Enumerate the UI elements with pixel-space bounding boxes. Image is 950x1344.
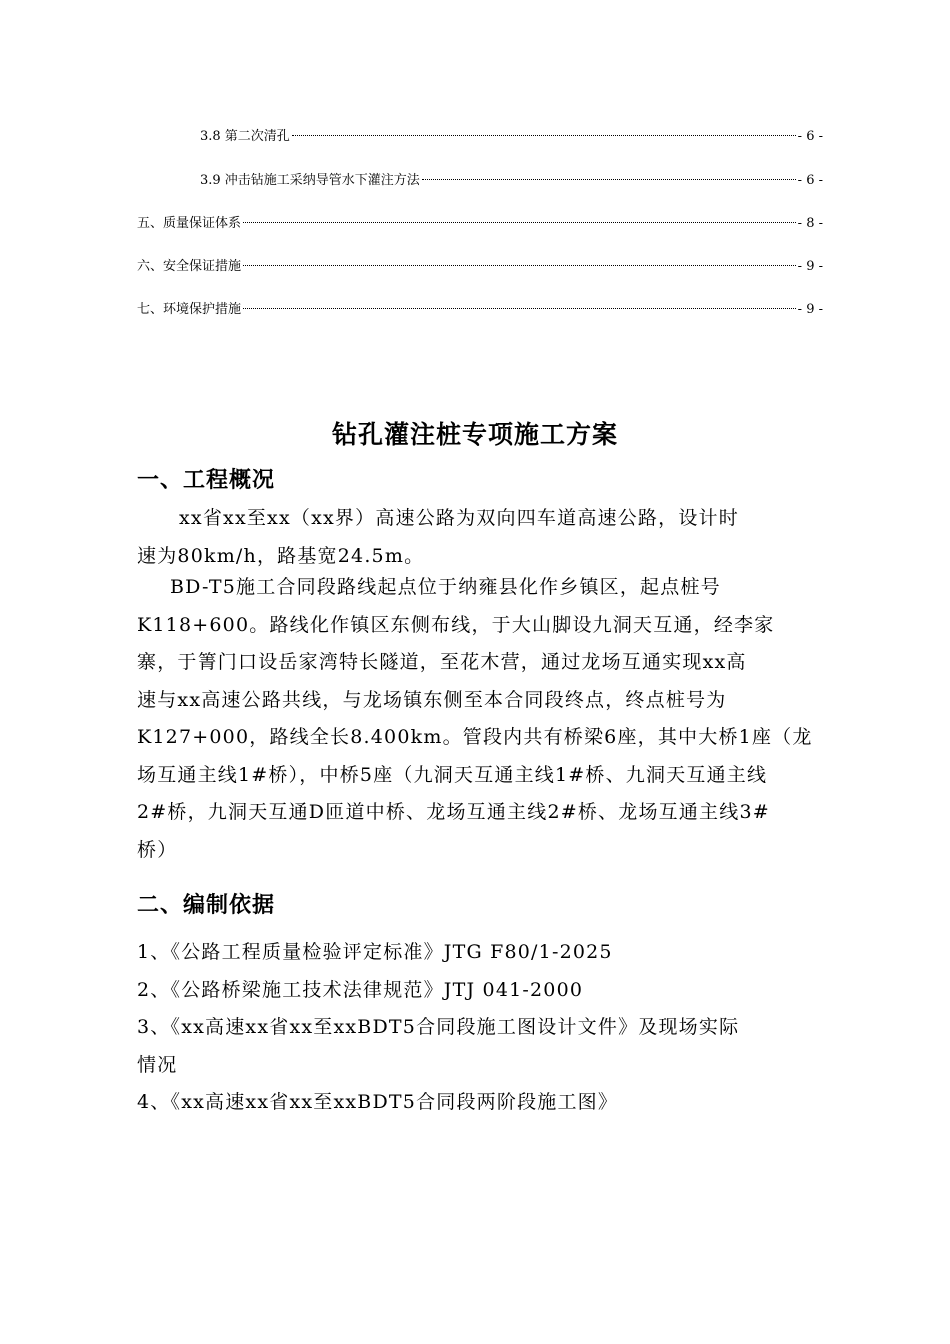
toc-leader-dots xyxy=(243,265,796,266)
paragraph-line: K127+000，路线全长8.400km。管段内共有桥梁6座，其中大桥1座（龙 xyxy=(137,726,813,748)
toc-leader-dots xyxy=(243,308,796,309)
toc-entry-label: 七、环境保护措施 xyxy=(137,302,242,317)
toc-entry-page: - 9 - xyxy=(797,302,823,317)
paragraph-line: 寨，于箐门口设岳家湾特长隧道，至花木营，通过龙场互通实现xx高 xyxy=(137,651,747,673)
toc-leader-dots xyxy=(243,222,796,223)
paragraph-line: 2#桥，九洞天互通D匝道中桥、龙场互通主线2#桥、龙场互通主线3# xyxy=(137,801,770,823)
overview-paragraph-2 xyxy=(137,569,822,869)
toc-entry-3-9[interactable] xyxy=(200,171,823,191)
paragraph-line: 速与xx高速公路共线，与龙场镇东侧至本合同段终点，终点桩号为 xyxy=(137,688,727,711)
toc-entry-label: 3.9 冲击钻施工采纳导管水下灌注方法 xyxy=(200,173,420,188)
toc-entry-page: - 6 - xyxy=(797,173,823,188)
paragraph-line: 桥） xyxy=(137,838,178,861)
reference-item-1: 1、《公路工程质量检验评定标准》JTG F80/1-2025 xyxy=(137,941,613,963)
toc-entry-7[interactable] xyxy=(137,300,823,320)
paragraph-line: K118+600。路线化作镇区东侧布线，于大山脚设九洞天互通，经李家 xyxy=(137,613,775,636)
toc-entry-6[interactable] xyxy=(137,257,823,277)
document-title: 钻孔灌注桩专项施工方案 xyxy=(331,420,618,449)
paragraph-line: BD-T5施工合同段路线起点位于纳雍县化作乡镇区，起点桩号 xyxy=(170,576,721,598)
paragraph-line: xx省xx至xx（xx界）高速公路为双向四车道高速公路，设计时 xyxy=(179,507,739,529)
reference-item-4: 4、《xx高速xx省xx至xxBDT5合同段两阶段施工图》 xyxy=(137,1091,619,1113)
toc-entry-page: - 8 - xyxy=(797,216,823,231)
toc-entry-label: 六、安全保证措施 xyxy=(137,259,242,274)
paragraph-line: 场互通主线1#桥），中桥5座（九洞天互通主线1#桥、九洞天互通主线 xyxy=(137,763,768,786)
toc-entry-label: 3.8 第二次清孔 xyxy=(200,129,290,144)
reference-item-3-cont: 情况 xyxy=(137,1053,178,1076)
reference-item-2: 2、《公路桥梁施工技术法律规范》JTJ 041-2000 xyxy=(137,978,584,1001)
section-heading-basis: 二、编制依据 xyxy=(137,892,276,918)
toc-leader-dots xyxy=(422,179,796,180)
reference-item-3: 3、《xx高速xx省xx至xxBDT5合同段施工图设计文件》及现场实际 xyxy=(137,1016,740,1038)
toc-entry-label: 五、质量保证体系 xyxy=(137,216,242,231)
toc-leader-dots xyxy=(292,135,796,136)
paragraph-line: 速为80km/h，路基宽24.5m。 xyxy=(137,544,425,567)
toc-entry-5[interactable] xyxy=(137,214,823,234)
overview-paragraph-1 xyxy=(137,500,822,575)
toc-entry-page: - 9 - xyxy=(797,259,823,274)
toc-entry-page: - 6 - xyxy=(797,129,823,144)
reference-list xyxy=(137,934,822,1122)
section-heading-overview: 一、工程概况 xyxy=(137,467,276,493)
toc-entry-3-8[interactable] xyxy=(200,127,823,147)
